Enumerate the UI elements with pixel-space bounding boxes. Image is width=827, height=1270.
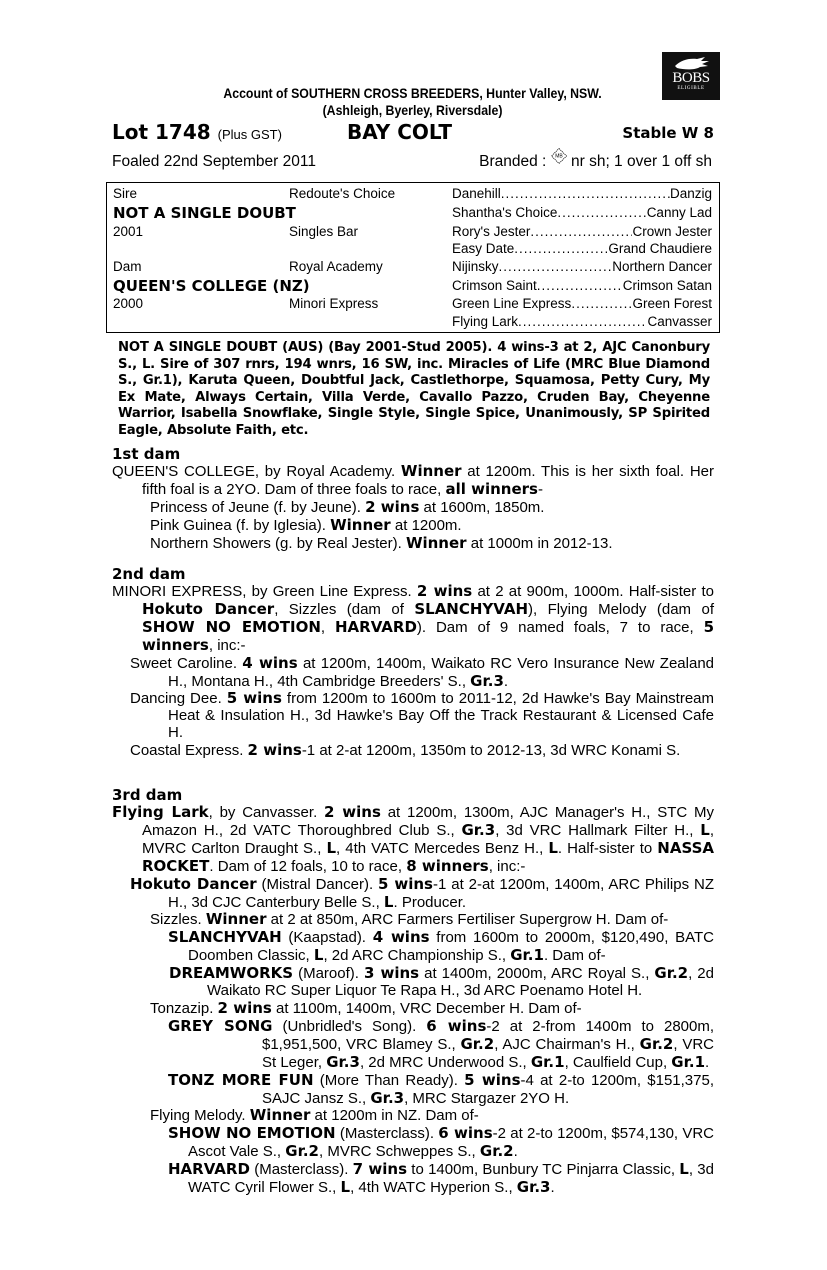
text: (Mistral Dancer). bbox=[256, 875, 378, 893]
text: (Unbridled's Song). bbox=[272, 1017, 427, 1035]
descendant-record bbox=[112, 1107, 714, 1125]
descendant-record bbox=[112, 965, 714, 1000]
grandparent-name: Flying Lark bbox=[452, 314, 519, 329]
bold-text: Gr.3 bbox=[370, 1088, 405, 1107]
descendant-record bbox=[112, 1161, 714, 1197]
text: (Masterclass). bbox=[249, 1161, 353, 1179]
bold-text: TONZ MORE FUN bbox=[168, 1070, 314, 1089]
lot-row bbox=[112, 120, 714, 146]
text: at 1200m. bbox=[390, 516, 462, 534]
lot-description: BAY COLT bbox=[347, 120, 453, 144]
grandparent-name: Crimson Saint bbox=[452, 278, 537, 293]
pedigree-table bbox=[106, 182, 720, 333]
dam-sire: Royal Academy bbox=[289, 259, 383, 274]
dam-name: QUEEN'S COLLEGE (NZ) bbox=[113, 277, 310, 295]
text: - bbox=[537, 480, 543, 498]
descendant-record bbox=[112, 1072, 714, 1108]
text: , by Canvasser. bbox=[208, 804, 325, 821]
bold-text: SHOW NO EMOTION bbox=[168, 1124, 336, 1143]
grandparent-row bbox=[452, 278, 712, 293]
grandparent-row bbox=[452, 241, 712, 256]
text: (Masterclass). bbox=[335, 1125, 439, 1143]
foaled-date: Foaled 22nd September 2011 bbox=[112, 153, 316, 170]
section-heading: 1st dam bbox=[112, 445, 181, 463]
bold-text: 8 winners bbox=[406, 856, 489, 875]
bold-text: L bbox=[679, 1160, 689, 1179]
grandparent-name: Easy Date bbox=[452, 241, 515, 256]
text: (Kaapstad). bbox=[281, 929, 373, 947]
bold-text: 5 wins bbox=[226, 689, 282, 708]
text: at 1400m, 2000m, ARC Royal S., bbox=[419, 965, 655, 983]
leader-dots bbox=[514, 241, 608, 256]
bold-text: SHOW NO EMOTION bbox=[142, 617, 321, 636]
second-dam-section bbox=[112, 566, 714, 760]
text: -4 at 2-to 1200m, $151,375, SAJC Jansz S., bbox=[262, 1071, 714, 1107]
first-dam-section bbox=[112, 446, 714, 553]
text: . Producer. bbox=[393, 893, 467, 911]
bold-text: L bbox=[313, 946, 324, 965]
leader-dots bbox=[499, 259, 613, 274]
descendant-list bbox=[112, 876, 714, 1197]
bold-text: 2 wins bbox=[217, 998, 272, 1017]
text: at 1600m, 1850m. bbox=[419, 498, 545, 516]
bold-text: HARVARD bbox=[334, 617, 417, 636]
bold-text: Gr.2 bbox=[654, 964, 689, 983]
bold-text: 5 wins bbox=[378, 874, 433, 893]
bold-text: L bbox=[340, 1178, 351, 1197]
text: -2 at 2-from 1400m to 2800m, $1,951,500, VRC Blamey S., bbox=[262, 1017, 715, 1053]
descendant-record bbox=[112, 911, 714, 929]
lot-number bbox=[112, 120, 282, 144]
grandparent-sire: Danzig bbox=[669, 186, 712, 201]
grandparent-sire: Grand Chaudiere bbox=[608, 241, 712, 256]
foal-record bbox=[112, 517, 714, 535]
bold-text: Gr.3 bbox=[461, 820, 496, 839]
bold-text: Hokuto Dancer bbox=[142, 599, 275, 618]
text: at 1200m in NZ. Dam of- bbox=[310, 1107, 479, 1125]
text: . bbox=[550, 1179, 555, 1197]
grandparent-sire: Green Forest bbox=[632, 296, 712, 311]
sire-name: NOT A SINGLE DOUBT bbox=[113, 204, 296, 222]
bold-text: 2 wins bbox=[365, 497, 420, 516]
lot-label: Lot 1748 bbox=[112, 120, 211, 144]
logo-subtext: ELIGIBLE bbox=[677, 86, 705, 91]
text: (Maroof). bbox=[293, 965, 364, 983]
grandparent-row bbox=[452, 205, 712, 220]
bold-text: Gr.2 bbox=[639, 1034, 674, 1053]
bold-text: Winner bbox=[400, 462, 462, 480]
bold-text: all winners bbox=[445, 479, 538, 498]
bold-text: Gr.2 bbox=[285, 1142, 319, 1161]
text: , 2d ARC Championship S., bbox=[323, 947, 511, 965]
leader-dots bbox=[530, 224, 632, 239]
bold-text: Gr.1 bbox=[530, 1052, 565, 1071]
text: at 2 at 900m, 1000m. Half-sister to bbox=[472, 583, 714, 600]
grandparent-sire: Canny Lad bbox=[646, 205, 712, 220]
bold-text: SLANCHYVAH bbox=[168, 928, 282, 947]
bold-text: DREAMWORKS bbox=[169, 964, 294, 983]
text: . Dam of 12 foals, 10 to race, bbox=[209, 857, 407, 875]
text: at 1100m, 1400m, VRC December H. Dam of- bbox=[271, 999, 582, 1017]
bold-text: L bbox=[383, 892, 394, 911]
foal-record bbox=[112, 742, 714, 760]
grandparent-row bbox=[452, 224, 712, 239]
bold-text: Gr.1 bbox=[510, 946, 544, 965]
text: , VRC St Leger, bbox=[262, 1035, 714, 1071]
bold-text: Flying Lark bbox=[112, 803, 209, 821]
bold-text: NASSA ROCKET bbox=[142, 838, 714, 875]
descendant-record bbox=[112, 1018, 714, 1072]
stable-number: Stable W 8 bbox=[622, 124, 714, 142]
bold-text: Winner bbox=[249, 1106, 311, 1125]
text: . Half-sister to bbox=[557, 839, 658, 857]
svg-text:MB: MB bbox=[554, 153, 563, 160]
bold-text: Gr.3 bbox=[470, 671, 504, 690]
bold-text: 2 wins bbox=[247, 741, 302, 760]
brand-info bbox=[479, 153, 712, 171]
grandparent-name: Green Line Express bbox=[452, 296, 572, 311]
text: , 4th VATC Mercedes Benz H., bbox=[336, 839, 549, 857]
text: Flying Melody. bbox=[150, 1107, 250, 1125]
vendor-farms: (Ashleigh, Byerley, Riversdale) bbox=[322, 102, 503, 118]
bobs-eligible-logo bbox=[662, 52, 720, 100]
text: Tonzazip. bbox=[150, 999, 218, 1017]
bold-text: 5 wins bbox=[464, 1070, 521, 1089]
text: at 1200m, 1400m, Waikato RC Vero Insurance New Zealand H., Montana H., 4th Cambridge Breeders' S., bbox=[168, 654, 714, 690]
bold-text: 2 wins bbox=[324, 803, 381, 821]
text: at 1200m, 1300m, AJC Manager's H., STC My Amazon H., 2d VATC Thoroughbred Club S., bbox=[142, 804, 715, 839]
bold-text: 6 wins bbox=[438, 1124, 493, 1143]
leader-dots bbox=[518, 314, 647, 329]
text: Sweet Caroline. bbox=[130, 654, 243, 672]
descendant-record bbox=[112, 929, 714, 965]
brand-mark-icon bbox=[551, 148, 567, 164]
branded-label: Branded : bbox=[479, 153, 547, 170]
section-heading: 2nd dam bbox=[112, 565, 186, 583]
bold-text: 2 wins bbox=[416, 582, 473, 600]
grandparent-row bbox=[452, 259, 712, 274]
dam-record bbox=[112, 804, 714, 876]
bold-text: Gr.3 bbox=[516, 1178, 551, 1197]
foal-record bbox=[112, 499, 714, 517]
dam-dam: Minori Express bbox=[289, 296, 379, 311]
vendor-account bbox=[173, 85, 653, 119]
bold-text: Gr.2 bbox=[479, 1142, 514, 1161]
text: , MRC Stargazer 2YO H. bbox=[404, 1089, 570, 1107]
text: Sizzles. bbox=[150, 911, 206, 929]
bold-text: Gr.2 bbox=[460, 1034, 495, 1053]
bold-text: Gr.3 bbox=[326, 1052, 360, 1071]
logo-text: BOBS bbox=[672, 70, 710, 86]
lot-gst: (Plus GST) bbox=[217, 127, 282, 142]
vendor-line: Account of SOUTHERN CROSS BREEDERS, Hunter Valley, NSW. bbox=[223, 85, 602, 101]
leader-dots bbox=[571, 296, 632, 311]
leader-dots bbox=[501, 186, 670, 201]
grandparent-name: Rory's Jester bbox=[452, 224, 531, 239]
text: Pink Guinea (f. by Iglesia). bbox=[150, 516, 331, 534]
text: . bbox=[503, 672, 509, 690]
text: from 1600m to 2000m, $120,490, BATC Doomben Classic, bbox=[188, 929, 714, 965]
text: Northern Showers (g. by Real Jester). bbox=[150, 534, 406, 552]
descendant-record bbox=[112, 1000, 714, 1018]
text: at 1200m. This is her sixth foal. Her fifth foal is a 2YO. Dam of three foals to race, bbox=[142, 463, 714, 498]
bold-text: L bbox=[700, 820, 710, 839]
text: , bbox=[320, 618, 335, 636]
bold-text: GREY SONG bbox=[168, 1016, 273, 1035]
text: ). Dam of 9 named foals, 7 to race, bbox=[416, 618, 704, 636]
descendant-record bbox=[112, 876, 714, 912]
sire-summary: NOT A SINGLE DOUBT (AUS) (Bay 2001-Stud 2005). 4 wins-3 at 2, AJC Canonbury S., L. Sire of 307 rnrs, 194 wnrs, 16 SW, inc. Miracles of Life (MRC Blue Diamond S., Gr.1), Karuta Queen, Doubtful Jack, Castlethorpe, Squamosa, Petty Cury, My Ex Mate, Always Certain, Villa Verde, Cavallo Pazzo, Cruden Bay, Cheyenne Warrior, Isabella Snowflake, Single Style, Single Spice, Unanimously, SP Spirited Eagle, Absolute Faith, etc. bbox=[118, 340, 710, 438]
text: , AJC Chairman's H., bbox=[494, 1035, 640, 1053]
text: Princess of Jeune (f. by Jeune). bbox=[150, 498, 366, 516]
text: , inc:- bbox=[208, 636, 246, 654]
text: at 2 at 850m, ARC Farmers Fertiliser Supergrow H. Dam of- bbox=[266, 911, 669, 929]
text: , Sizzles (dam of bbox=[274, 600, 415, 618]
text: ), Flying Melody (dam of bbox=[528, 600, 714, 618]
text: , inc:- bbox=[488, 857, 526, 875]
bold-text: SLANCHYVAH bbox=[414, 599, 529, 618]
text: , 3d VRC Hallmark Filter H., bbox=[495, 821, 701, 839]
grandparent-row bbox=[452, 186, 712, 201]
bold-text: 6 wins bbox=[426, 1016, 487, 1035]
descendant-record bbox=[112, 1125, 714, 1161]
text: -1 at 2-at 1200m, 1350m to 2012-13, 3d WRC Konami S. bbox=[301, 742, 681, 760]
dam-label: Dam bbox=[113, 259, 142, 274]
text: . bbox=[513, 1143, 518, 1161]
sire-sire: Redoute's Choice bbox=[289, 186, 396, 201]
text: , 2d MRC Underwood S., bbox=[359, 1053, 531, 1071]
grandparent-name: Danehill bbox=[452, 186, 501, 201]
sire-year: 2001 bbox=[113, 224, 144, 239]
bold-text: Winner bbox=[205, 910, 267, 929]
grandparent-sire: Northern Dancer bbox=[612, 259, 712, 274]
bold-text: Winner bbox=[330, 515, 391, 534]
foal-record bbox=[112, 690, 714, 742]
sire-dam: Singles Bar bbox=[289, 224, 359, 239]
text: , 3d WATC Cyril Flower S., bbox=[188, 1161, 714, 1197]
text: to 1400m, Bunbury TC Pinjarra Classic, bbox=[407, 1161, 680, 1179]
branded-text: nr sh; 1 over 1 off sh bbox=[570, 153, 712, 170]
text: , 2d Waikato RC Super Liquor Te Rapa H., 3d ARC Poenamo Hotel H. bbox=[207, 965, 714, 1000]
leader-dots bbox=[557, 205, 646, 220]
leader-dots bbox=[537, 278, 623, 293]
text: , MVRC Schweppes S., bbox=[318, 1143, 480, 1161]
grandparent-name: Shantha's Choice bbox=[452, 205, 558, 220]
grandparent-row bbox=[452, 296, 712, 311]
dam-record bbox=[112, 463, 714, 499]
bold-text: Hokuto Dancer bbox=[130, 874, 257, 893]
grandparent-sire: Canvasser bbox=[647, 314, 712, 329]
text: . bbox=[705, 1053, 710, 1071]
text: , 4th WATC Hyperion S., bbox=[350, 1179, 517, 1197]
text: -1 at 2-at 1200m, 1400m, ARC Philips NZ H., 3d CJC Canterbury Belle S., bbox=[168, 875, 714, 911]
grandparent-row bbox=[452, 314, 712, 329]
bold-text: 5 winners bbox=[142, 617, 715, 654]
bold-text: 7 wins bbox=[352, 1160, 408, 1179]
foal-record bbox=[112, 655, 714, 691]
bold-text: HARVARD bbox=[168, 1160, 250, 1179]
bold-text: 4 wins bbox=[242, 653, 298, 672]
bold-text: Winner bbox=[405, 533, 467, 552]
text: . Dam of- bbox=[543, 947, 606, 965]
text: , Caulfield Cup, bbox=[564, 1053, 672, 1071]
grandparent-sire: Crimson Satan bbox=[622, 278, 712, 293]
bold-text: 4 wins bbox=[372, 928, 430, 947]
text: (More Than Ready). bbox=[313, 1071, 465, 1089]
foal-record bbox=[112, 535, 714, 553]
dam-record bbox=[112, 583, 714, 655]
grandparent-name: Nijinsky bbox=[452, 259, 499, 274]
text: Coastal Express. bbox=[130, 742, 248, 760]
bold-text: Gr.1 bbox=[671, 1052, 706, 1071]
sire-label: Sire bbox=[113, 186, 138, 201]
text: from 1200m to 1600m to 2011-12, 2d Hawke's Bay Mainstream Heat & Insulation H., 3d Hawke's Bay Off the Track Restaurant & Licensed Cafe H. bbox=[168, 690, 715, 742]
text: MINORI EXPRESS, by Green Line Express. bbox=[112, 583, 417, 600]
dam-year: 2000 bbox=[113, 296, 144, 311]
text: Dancing Dee. bbox=[130, 690, 227, 708]
grandparent-sire: Crown Jester bbox=[632, 224, 712, 239]
bold-text: L bbox=[548, 838, 558, 857]
third-dam-section bbox=[112, 787, 714, 1197]
text: , MVRC Carlton Draught S., bbox=[142, 821, 714, 857]
bold-text: L bbox=[326, 838, 337, 857]
bold-text: 3 wins bbox=[363, 964, 420, 983]
section-heading: 3rd dam bbox=[112, 786, 183, 804]
text: -2 at 2-to 1200m, $574,130, VRC Ascot Vale S., bbox=[188, 1125, 715, 1161]
text: at 1000m in 2012-13. bbox=[466, 534, 613, 552]
text: QUEEN'S COLLEGE, by Royal Academy. bbox=[112, 463, 401, 480]
